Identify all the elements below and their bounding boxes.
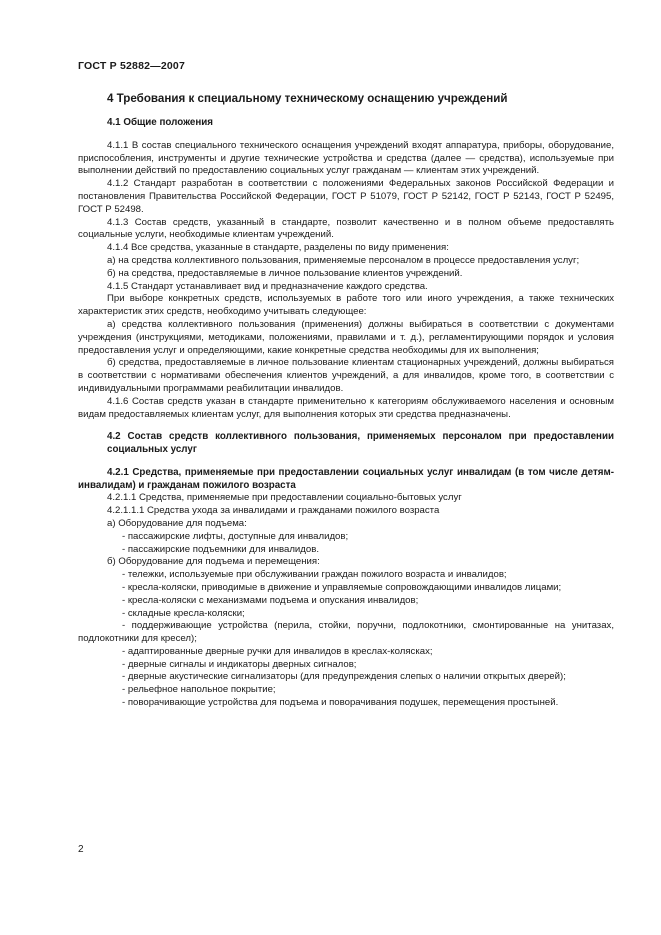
- list-item: - поворачивающие устройства для подъема и поворачивания подушек, перемещения простыней.: [122, 697, 559, 709]
- paragraph-4-2-1-1-1: 4.2.1.1.1 Средства ухода за инвалидами и гражданами пожилого возраста: [107, 505, 440, 517]
- paragraph-4-2-1-1: 4.2.1.1 Средства, применяемые при предоставлении социально-бытовых услуг: [107, 492, 462, 504]
- list-item: - кресла-коляски, приводимые в движение и управляемые сопровождающими инвалидов лицами;: [122, 581, 562, 593]
- group-b-list: [78, 569, 614, 710]
- list-item: - пассажирские лифты, доступные для инвалидов;: [122, 530, 349, 542]
- paragraph-4-1-6: 4.1.6 Состав средств указан в стандарте применительно к категориям обслуживаемого населения и основным видам предоставляемых клиентам услуг, для выполнения которых эти средства предназначены.: [78, 395, 614, 420]
- list-item: - адаптированные дверные ручки для инвалидов в креслах-колясках;: [122, 645, 433, 657]
- list-item: - тележки, используемые при обслуживании граждан пожилого возраста и инвалидов;: [122, 569, 507, 581]
- group-a-list: [78, 531, 614, 557]
- group-a-heading: а) Оборудование для подъема:: [107, 517, 247, 529]
- list-item: - пассажирские подъемники для инвалидов.: [122, 543, 319, 555]
- paragraph-4-1-5-b: б) средства, предоставляемые в личное пользование клиентам стационарных учреждений, должны выбираться в соответствии с нормативами обеспечения клиентов учреждений, а для инвалидов, кроме того, в соответствии с индивидуальными программами реабилитации инвалидов.: [78, 357, 614, 394]
- paragraph-4-1-5: 4.1.5 Стандарт устанавливает вид и предназначение каждого средства.: [107, 280, 428, 292]
- list-item: - поддерживающие устройства (перила, стойки, поручни, подлокотники, смонтированные на унитазах, подлокотники для кресел);: [78, 620, 614, 645]
- section-4-1-heading: 4.1 Общие положения: [107, 117, 214, 128]
- paragraph-4-1-1: 4.1.1 В состав специального технического оснащения учреждений входят аппаратура, приборы, оборудование, приспособления, инструменты и другие технические устройства и средства (далее — средства), используемые при выполнении действий по предоставлению социальных услуг гражданам — клиентам этих учреждений.: [78, 139, 614, 177]
- paragraph-4-1-4-b: б) на средства, предоставляемые в личное пользование клиентов учреждений.: [107, 267, 463, 279]
- section-4-2-heading: 4.2 Состав средств коллективного пользования, применяемых персоналом при предоставлении социальных услуг: [107, 431, 614, 456]
- paragraph-4-1-4: 4.1.4 Все средства, указанные в стандарте, разделены по виду применения:: [107, 242, 449, 254]
- document-body: [78, 92, 614, 710]
- list-item: - дверные акустические сигнализаторы (для предупреждения слепых о наличии открытых дверей);: [122, 671, 566, 683]
- list-item: - кресла-коляски с механизмами подъема и опускания инвалидов;: [122, 594, 419, 606]
- paragraph-4-1-5-intro: При выборе конкретных средств, используемых в работе того или иного учреждения, а также технических характеристик этих средств, необходимо учитывать следующее:: [78, 293, 614, 318]
- section-4-heading: 4 Требования к специальному техническому оснащению учреждений: [107, 92, 508, 105]
- list-item: - дверные сигналы и индикаторы дверных сигналов;: [122, 658, 357, 670]
- paragraph-4-1-3: 4.1.3 Состав средств, указанный в стандарте, позволит качественно и в полном объеме предоставлять социальные услуги, необходимые клиентам учреждений.: [78, 216, 614, 241]
- document-header: ГОСТ Р 52882—2007: [78, 60, 186, 72]
- list-item: - складные кресла-коляски;: [122, 607, 245, 619]
- page-number: 2: [78, 844, 84, 855]
- list-item: - рельефное напольное покрытие;: [122, 684, 276, 696]
- paragraph-4-1-4-a: а) на средства коллективного пользования, применяемые персоналом в процессе предоставления услуг;: [107, 254, 580, 266]
- paragraph-4-1-5-a: а) средства коллективного пользования (применения) должны выбираться в соответствии с документами учреждения (инструкциями, методиками, положениями, правилами и т. д.), регламентирующими порядок и условия предоставления услуг и определяющими, какие конкретные средства необходимы для их выполнения;: [78, 318, 614, 356]
- section-4-2-1-heading: 4.2.1 Средства, применяемые при предоставлении социальных услуг инвалидам (в том числе детям-инвалидам) и гражданам пожилого возраста: [78, 467, 614, 492]
- group-b-heading: б) Оборудование для подъема и перемещения:: [107, 556, 320, 568]
- paragraph-4-1-2: 4.1.2 Стандарт разработан в соответствии с положениями Федеральных законов Российской Федерации и постановления Правительства Российской Федерации, ГОСТ Р 51079, ГОСТ Р 52142, ГОСТ Р 52143, ГОСТ Р 52495, ГОСТ Р 52498.: [78, 178, 614, 215]
